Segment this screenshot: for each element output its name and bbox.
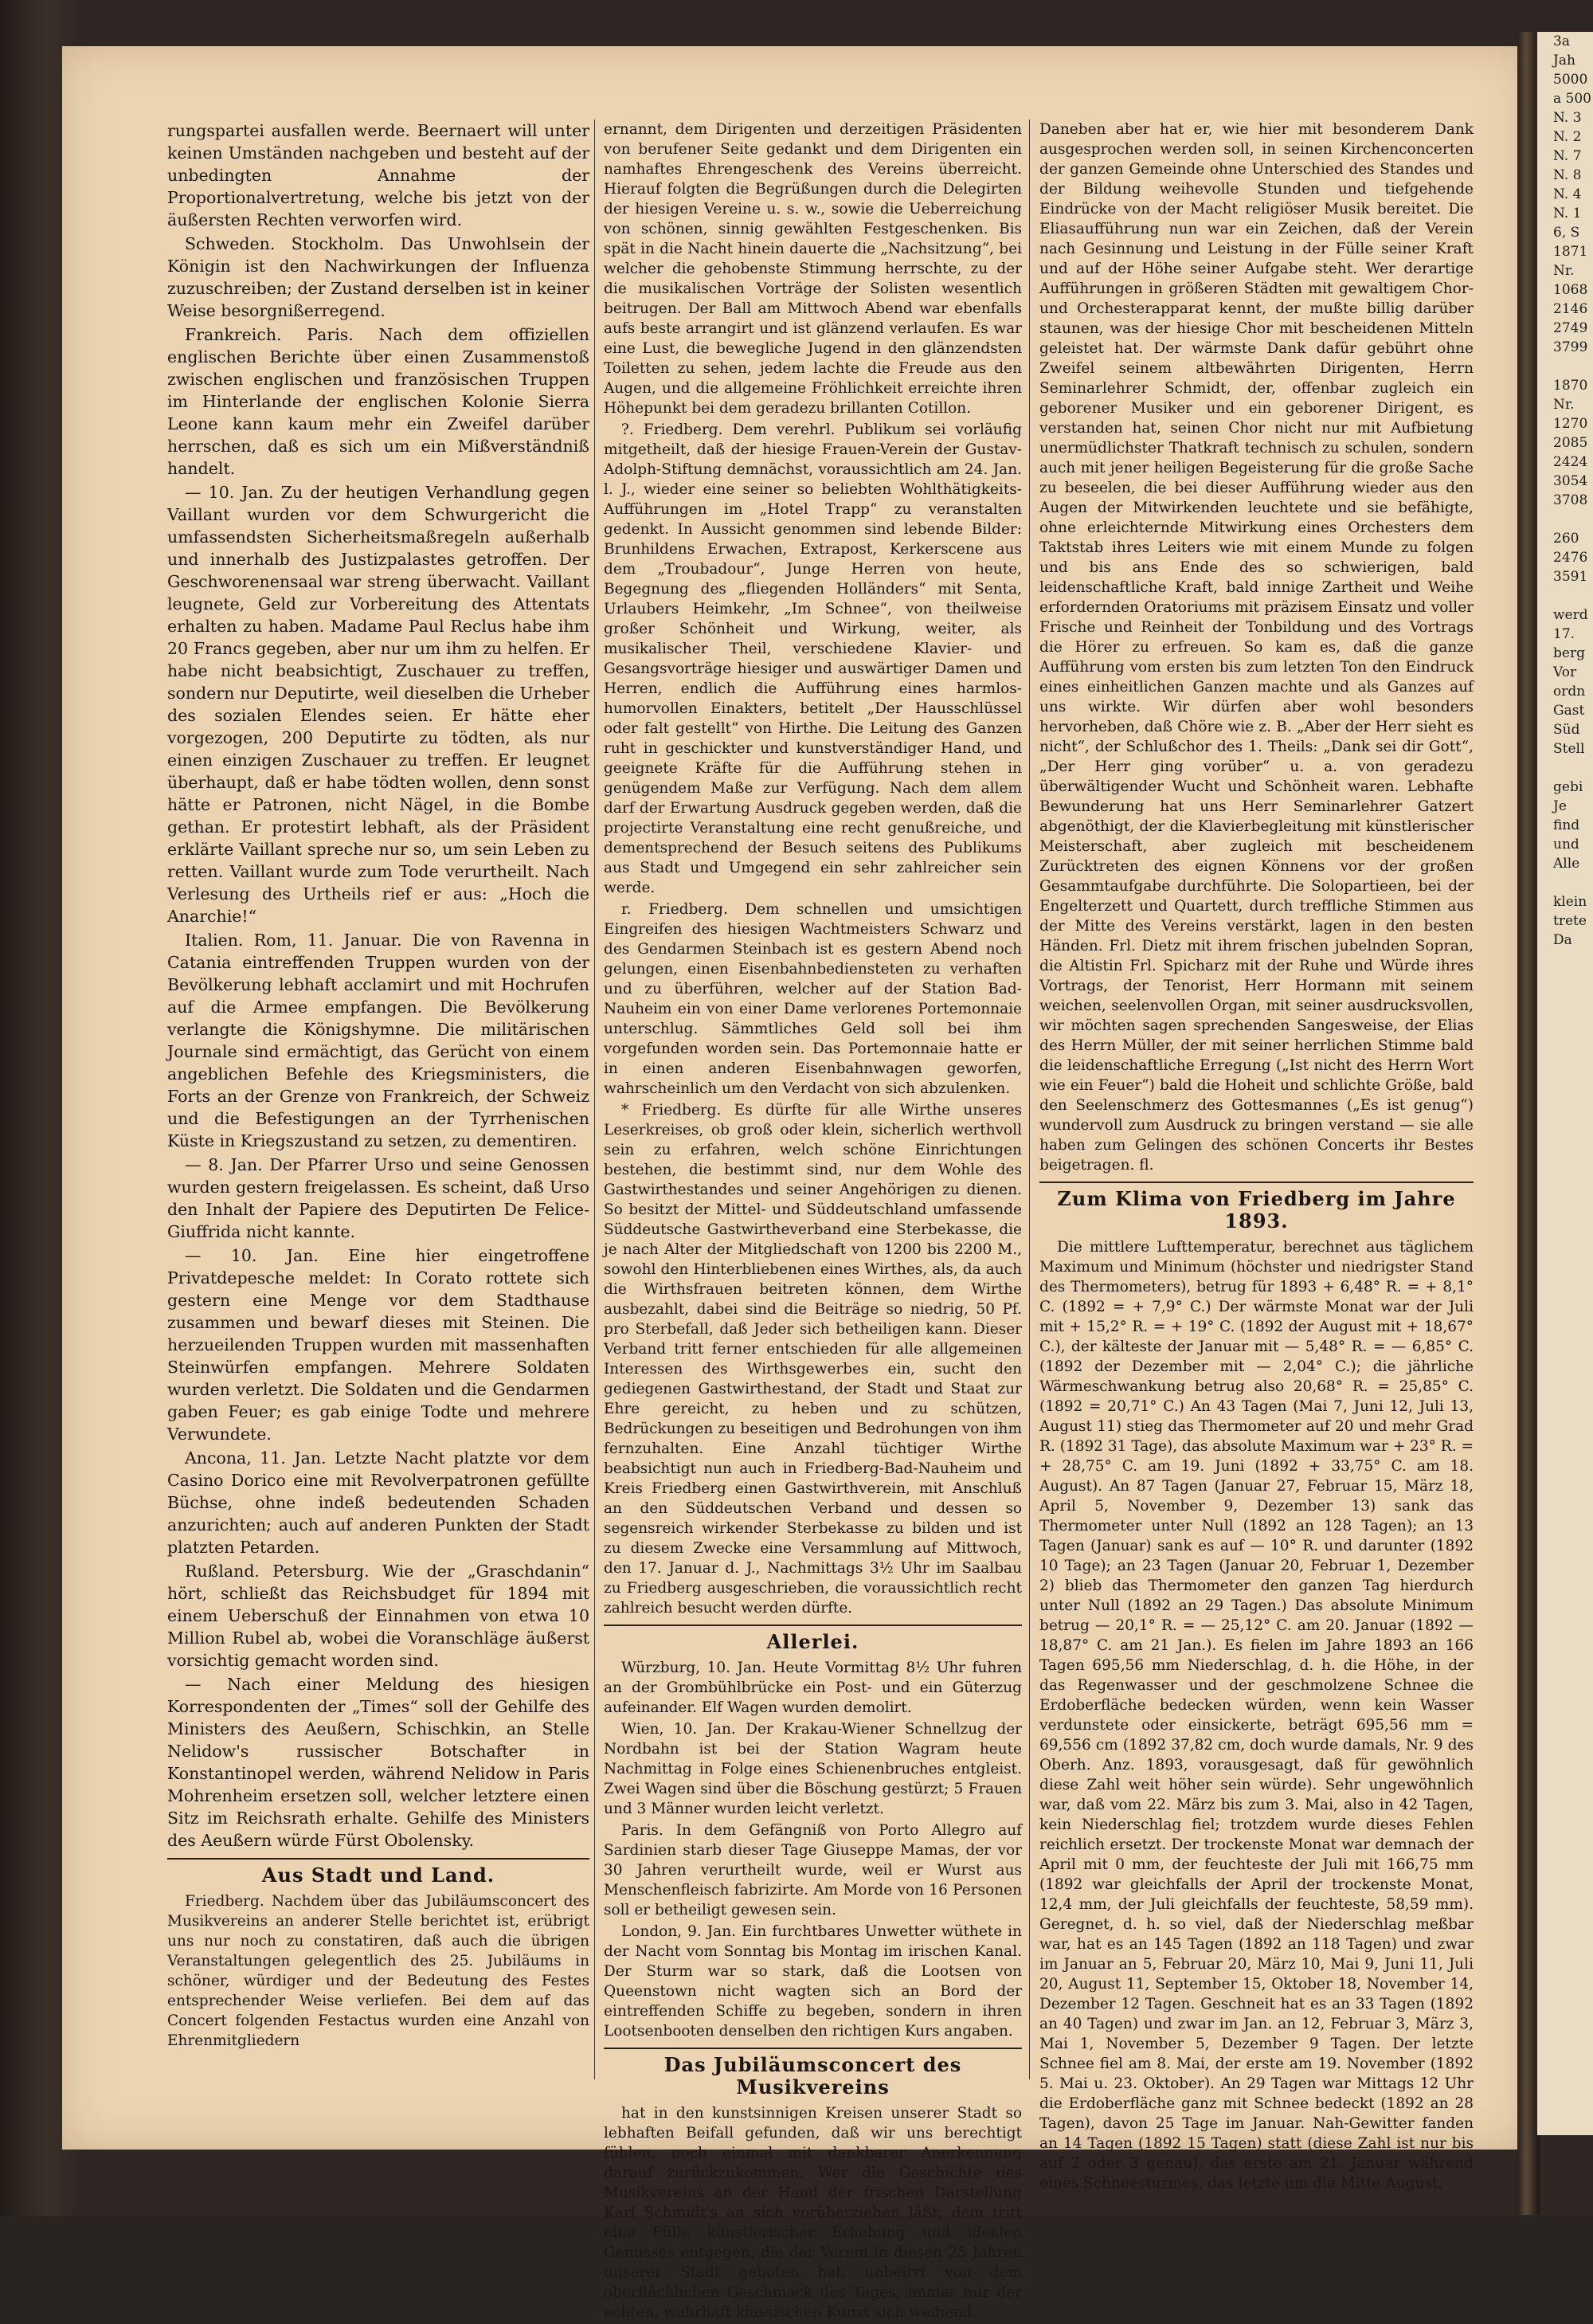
column-3 — [1039, 120, 1474, 2195]
next-page-fragment: 3054 — [1553, 473, 1588, 489]
article-paragraph: Würzburg, 10. Jan. Heute Vormittag 8½ Uhr fuhren an der Grombühlbrücke ein Post- und ein Güterzug aufeinander. Elf Wagen wurden demolirt. — [604, 1660, 1022, 1716]
next-page-fragment: 5000 — [1553, 72, 1588, 88]
next-page-fragment: 1871 — [1553, 244, 1588, 260]
article-text: Friedberg. Nachdem über das Jubiläumsconcert des Musikvereins an anderer Stelle berichtet ist, erübrigt uns nur noch zu constatiren, daß auch die übrigen Veranstaltungen gelegentlich des 25. Jubiläums in schöner, würdiger und der Bedeutung des Festes entsprechender Weise verliefen. Bei dem auf das Concert folgenden Festactus wurden eine Anzahl von Ehrenmitgliedern — [167, 1893, 589, 2049]
column-2-articles — [604, 120, 1022, 1618]
next-page-fragment: klein — [1553, 894, 1587, 910]
next-page-fragment: 2749 — [1553, 320, 1588, 336]
next-page-fragment: Vor — [1553, 664, 1577, 680]
article-paragraph: Ancona, 11. Jan. Letzte Nacht platzte vor dem Casino Dorico eine mit Revolverpatronen gefüllte Büchse, ohne indeß bedeutenden Schaden anzurichten; auch auf anderen Punkten der Stadt platzten Petarden. — [167, 1448, 589, 1557]
next-page-fragment: Gast — [1553, 703, 1585, 719]
next-page-fragment: 3799 — [1553, 339, 1588, 355]
article-paragraph: — 8. Jan. Der Pfarrer Urso und seine Genossen wurden gestern freigelassen. Es scheint, daß Urso den Inhalt der Papiere des Deputirten De Felice-Giuffrida nicht kannte. — [167, 1155, 589, 1241]
next-page-fragment: 2085 — [1553, 435, 1588, 451]
article-paragraph: rungspartei ausfallen werde. Beernaert will unter keinen Umständen nachgeben und besteht auf der unbedingten Annahme der Proportionalvertretung, welche bis jetzt von der äußersten Rechten verworfen wird. — [167, 121, 589, 229]
column-rule-2 — [1029, 120, 1030, 2079]
article-paragraph: — 10. Jan. Eine hier eingetroffene Privatdepesche meldet: In Corato rottete sich gestern eine Menge vor dem Stadthause zusammen und bewarf dieses mit Steinen. Die herzueilenden Truppen wurden mit massenhaften Steinwürfen empfangen. Mehrere Soldaten wurden verletzt. Die Soldaten und die Gendarmen gaben Feuer; es gab einige Todte und mehrere Verwundete. — [167, 1246, 589, 1444]
next-page-fragment: 17. — [1553, 626, 1575, 642]
article-paragraph: — 10. Jan. Zu der heutigen Verhandlung gegen Vaillant wurden vor dem Schwurgericht die umfassendsten Sicherheitsmaßregeln außerhalb und innerhalb des Justizpalastes getroffen. Der Geschworenensaal war streng überwacht. Vaillant leugnete, Geld zur Vorbereitung des Attentats erhalten zu haben. Madame Paul Reclus habe ihm 20 Francs gegeben, aber nur um ihm zu helfen. Er habe nicht beabsichtigt, Zuschauer zu treffen, sondern nur Deputirte, weil dieselben die Urheber des sozialen Elendes seien. Er hätte eher vorgezogen, 200 Deputirte zu tödten, als nur einen einzigen Zuschauer zu treffen. Er leugnet überhaupt, daß er habe tödten wollen, denn sonst hätte er Patronen, nicht Nägel, in die Bombe gethan. Er protestirt lebhaft, als der Präsident erklärte Vaillant spreche nur so, um sein Leben zu retten. Vaillant wurde zum Tode verurtheilt. Nach Verlesung des Urtheils rief er aus: „Hoch die Anarchie!“ — [167, 483, 589, 926]
next-page-fragment: N. 1 — [1553, 206, 1582, 221]
next-page-fragment — [1553, 586, 1593, 605]
column-1 — [167, 120, 589, 2052]
article-paragraph: Rußland. Petersburg. Wie der „Graschdanin“ hört, schließt das Reichsbudget für 1894 mit einem Ueberschuß der Einnahmen von etwa 10 Million Rubel ab, wobei die Voranschläge äußerst vorsichtig gemacht worden sind. — [167, 1562, 589, 1670]
article-paragraph: ernannt, dem Dirigenten und derzeitigen Präsidenten von berufener Seite gedankt und dem Dirigenten ein namhaftes Ehrengeschenk des Vereins überreicht. Hierauf folgten die Begrüßungen durch die Delegirten der hiesigen Vereine u. s. w., sowie die Ueberreichung von schönen, sinnig gewählten Festgeschenken. Bis spät in die Nacht hinein dauerte die „Nachsitzung“, bei welcher die gehobenste Stimmung herrschte, zu der die musikalischen Vorträge der Solisten wesentlich beitrugen. Der Ball am Mittwoch Abend war ebenfalls aufs beste arrangirt und ist glänzend verlaufen. Es war eine Lust, die bewegliche Jugend in den glänzendsten Toiletten zu sehen, jedem lachte die Freude aus den Augen, und die allgemeine Fröhlichkeit erreichte ihren Höhepunkt bei dem geradezu brillanten Cotillon. — [604, 121, 1022, 417]
column-2 — [604, 120, 1022, 2324]
next-page-fragment: Nr. — [1553, 263, 1575, 279]
next-page-fragment: N. 8 — [1553, 167, 1582, 183]
article-text: Die mittlere Lufttemperatur, berechnet aus täglichem Maximum und Minimum (höchster und niedrigster Stand des Thermometers), betrug für 1893 + 6,48° R. = + 8,1° C. (1892 = + 7,9° C.) Der wärmste Monat war der Juli mit + 15,2° R. = + 19° C. (1892 der August mit + 18,67° C.), der kälteste der Januar mit — 5,48° R. = — 6,85° C. (1892 der Dezember mit — 2,04° C.); die jährliche Wärmeschwankung betrug also 20,68° R. = 25,85° C. (1892 = 20,71° C.) An 43 Tagen (Mai 7, Juni 12, Juli 13, August 11) stieg das Thermometer auf 20 und mehr Grad R. (1892 31 Tage), das absolute Maximum war + 23° R. = + 28,75° C. am 19. Juni (1892 + 33,75° C. am 18. August). An 87 Tagen (Januar 27, Februar 15, März 18, April 5, November 9, Dezember 13) sank das Thermometer unter Null (1892 an 128 Tagen); an 13 Tagen (Januar) sank es auf — 10° R. und darunter (1892 10 Tage); an 23 Tagen (Januar 20, Februar 1, Dezember 2) blieb das Thermometer den ganzen Tag hierdurch unter Null (1892 an 29 Tagen.) Das absolute Minimum betrug — 20,1° R. = — 25,12° C. am 20. Januar (1892 — 18,87° C. am 21 Jan.). Es fielen im Jahre 1893 an 166 Tagen 695,56 mm Niederschlag, d. h. die Höhe, in der das Regenwasser und der geschmolzene Schnee die Erdoberfläche bedecken würden, wenn kein Wasser verdunstete oder einsickerte, beträgt 695,56 mm = 69,556 cm (1892 37,82 cm, doch wurde damals, Nr. 9 des Oberh. Anz. 1893, vorausgesagt, daß für gewöhnlich diese Zahl weit höher sein würde). Sehr ungewöhnlich war, daß vom 22. März bis zum 3. Mai, also in 42 Tagen, kein Niederschlag fiel; trotzdem wurde dieses Fehlen reichlich ersetzt. Der trockenste Monat war demnach der April mit 0 mm, der feuchteste der Juli mit 166,75 mm (1892 war gleichfalls der April der trockenste Monat, 12,4 mm, der Juli gleichfalls der feuchteste, 58,59 mm). Geregnet, d. h. so viel, daß der Niederschlag meßbar war, hat es an 145 Tagen (1892 an 118 Tagen) und zwar im Januar an 5, Februar 20, März 10, Mai 9, Juni 11, Juli 20, August 11, September 15, Oktober 18, November 14, Dezember 12 Tagen. Geschneit hat es an 33 Tagen (1892 an 40 Tagen) und zwar im Jan. an 12, Februar 3, März 3, Mai 1, November 5, Dezember 9 Tagen. Der letzte Schnee fiel am 8. Mai, der erste am 19. November (1892 5. Mai u. 23. Oktober). An 29 Tagen war Mittags 12 Uhr die Erdoberfläche ganz mit Schnee bedeckt (1892 an 28 Tagen), davon 25 Tage im Januar. Nah-Gewitter fanden an 14 Tagen (1892 15 Tagen) statt (diese Zahl ist nur bis auf 2 oder 3 genau), das erste am 21. Januar während eines Schneesturmes, das letzte um die Mitte August. — [1039, 1239, 1474, 2192]
next-page-fragment — [1553, 510, 1593, 529]
section-heading-klima: Zum Klima von Friedberg im Jahre 1893. — [1039, 1182, 1474, 1233]
article-paragraph: r. Friedberg. Dem schnellen und umsichtigen Eingreifen des hiesigen Wachtmeisters Schwarz und des Gendarmen Steinbach ist es gestern Abend noch gelungen, einen Eisenbahnbediensteten zu verhaften und zu überführen, welcher auf der Station Bad-Nauheim ein von einer Dame verlorenes Portemonnaie unterschlug. Sämmtliches Geld soll bei ihm vorgefunden worden sein. Das Portemonnaie hatte er in einen anderen Eisenbahnwagen geworfen, wahrscheinlich um den Verdacht von sich abzulenken. — [604, 901, 1022, 1097]
next-page-edge — [1537, 32, 1593, 2135]
article-paragraph: * Friedberg. Es dürfte für alle Wirthe unseres Leserkreises, ob groß oder klein, sicherlich werthvoll sein zu erfahren, welch schöne Einrichtungen bestehen, die bestimmt sind, nur dem Wohle des Gastwirthestandes und seiner Angehörigen zu dienen. So besitzt der Mittel- und Süddeutschland umfassende Süddeutsche Gastwirtheverband eine Sterbekasse, die je nach Alter der Mitgliedschaft von 1200 bis 2200 M., sowohl den Hinterbliebenen eines Wirthes, als, da auch die Wirthsfrauen beitreten können, dem Wirthe ausbezahlt, dabei sind die Beiträge so niedrig, 50 Pf. pro Sterbefall, daß Jeder sich betheiligen kann. Dieser Verband tritt ferner entschieden für alle allgemeinen Interessen des Wirthsgewerbes ein, sucht den gediegenen Gastwirthestand, der Stadt und Staat zur Ehre gereicht, zu heben und zu schützen, Bedrückungen zu beseitigen und Bedrohungen von ihm fernzuhalten. Eine Anzahl tüchtiger Wirthe beabsichtigt nun auch in Friedberg-Bad-Nauheim und Kreis Friedberg einen Gastwirthverein, mit Anschluß an den Süddeutschen Verband und dessen so segensreich wirkender Sterbekasse zu bilden und ist zu diesem Zwecke eine Versammlung auf Mittwoch, den 17. Januar d. J., Nachmittags 3½ Uhr im Saalbau zu Friedberg ausgeschrieben, die voraussichtlich recht zahlreich besucht werden dürfte. — [604, 1102, 1022, 1617]
next-page-fragment: find — [1553, 817, 1580, 833]
next-page-fragment — [1553, 873, 1593, 892]
next-page-fragment: berg — [1553, 645, 1585, 661]
next-page-fragment: Da — [1553, 932, 1572, 948]
next-page-fragment: 3a — [1553, 33, 1570, 49]
article-paragraph: Daneben aber hat er, wie hier mit besonderem Dank ausgesprochen werden soll, in seinen Kirchenconcerten der ganzen Gemeinde ohne Unterschied des Standes und der Bildung weihevolle Stunden und tiefgehende Eindrücke von der Macht religiöser Musik bereitet. Die Eliasaufführung nun war ein Zeichen, daß der Verein nach Gesinnung und Leistung in der Fülle seiner Kraft und auf der Höhe seiner Aufgabe steht. Wer derartige Aufführungen in größeren Städten mit gewaltigem Chor- und Orchesterapparat kennt, der mußte billig darüber staunen, was der hiesige Chor mit bescheidenen Mitteln geleistet hat. Der wärmste Dank dafür gebührt ohne Zweifel seinem altbewährten Dirigenten, Herrn Seminarlehrer Schmidt, der, offenbar zugleich ein geborener Musiker und ein geborener Dirigent, es verstanden hat, seinen Chor nicht nur mit Aufbietung unermüdlichster Thatkraft technisch zu schulen, sondern auch mit jener heiligen Begeisterung für die große Sache zu beseelen, die bei dieser Aufführung wieder aus den Augen der Mitwirkenden leuchtete und sie befähigte, ohne erleichternde Mitwirkung eines Orchesters dem Taktstab ihres Leiters wie mit einem Munde zu folgen und bis ans Ende des so schwierigen, bald leidenschaftliche Kraft, bald innige Zartheit und Weihe erfordernden Oratoriums mit präzisem Einsatz und voller Frische und Reinheit der Tonbildung und des Vortrags die Hörer zu erfreuen. So kam es, daß die ganze Aufführung vom ersten bis zum letzten Ton den Eindruck eines einheitlichen Ganzen machte und als Ganzes auf uns wirkte. Wir dürfen aber wohl besonders hervorheben, daß Chöre wie z. B. „Aber der Herr sieht es nicht“, der Schlußchor des 1. Theils: „Dank sei dir Gott“, „Der Herr ging vorüber“ u. a. von geradezu überwältigender Wucht und Schönheit waren. Lebhafte Bewunderung hat uns Herr Seminarlehrer Gatzert abgenöthigt, der die Klavierbegleitung mit künstlerischer Meisterschaft, aber zugleich mit bescheidenem Zurücktreten des eignen Könnens vor der großen Gesammtaufgabe durchführte. Die Solopartieen, bei der Engelterzett und Quartett, durch treffliche Stimmen aus der Mitte des Vereins verstärkt, lagen in den besten Händen. Frl. Dietz mit ihrem frischen jubelnden Sopran, die Altistin Frl. Spicharz mit der Ruhe und Würde ihres Vortrags, der Tenorist, Herr Hormann mit seinem weichen, seelenvollen Organ, mit seiner ausdrucksvollen, wir möchten sagen sprechenden Sangesweise, der Elias des Herrn Müller, der mit seiner herrlichen Stimme bald die leidenschaftliche Erregung („Ist nicht des Herrn Wort wie ein Feuer“) bald die Hoheit und schlichte Größe, bald den Seelenschmerz des Gottesmannes („Es ist genug“) wundervoll zum Ausdruck zu bringen verstand — sie alle haben zum Gelingen des schönen Concerts ihr Bestes beigetragen. fl. — [1039, 121, 1474, 1174]
article-paragraph: — Nach einer Meldung des hiesigen Korrespondenten der „Times“ soll der Gehilfe des Ministers des Aeußern, Schischkin, an Stelle Nelidow's russischer Botschafter in Konstantinopel werden, während Nelidow in Paris Mohrenheim ersetzen soll, welcher letztere einen Sitz im Reichsrath erhalte. Gehilfe des Ministers des Aeußern würde Fürst Obolensky. — [167, 1675, 589, 1850]
article-paragraph: Frankreich. Paris. Nach dem offiziellen englischen Berichte über einen Zusammenstoß zwischen englischen und französischen Truppen im Hinterlande der englischen Kolonie Sierra Leone kann kaum mehr ein Zweifel darüber herrschen, daß es sich um ein Mißverständniß handelt. — [167, 325, 589, 478]
next-page-fragment: 2146 — [1553, 301, 1588, 317]
next-page-fragment: 3591 — [1553, 569, 1588, 585]
next-page-fragment: 1068 — [1553, 282, 1588, 298]
column-3-articles — [1039, 120, 1474, 1175]
next-page-fragment: 3708 — [1553, 492, 1588, 508]
next-page-fragment: 2476 — [1553, 550, 1588, 566]
article-paragraph: Italien. Rom, 11. Januar. Die von Ravenna in Catania eintreffenden Truppen wurden von der Bevölkerung lebhaft acclamirt und mit Hochrufen auf die Armee empfangen. Die Bevölkerung verlangte die Königshymne. Die militärischen Journale sind ermächtigt, das Gerücht von einem angeblichen Befehle des Kriegsministers, die Forts an der Grenze von Frankreich, der Schweiz und die Befestigungen an der Tyrrhenischen Küste in Kriegszustand zu setzen, zu dementiren. — [167, 931, 589, 1150]
article-paragraph: Wien, 10. Jan. Der Krakau-Wiener Schnellzug der Nordbahn ist bei der Station Wagram heute Nachmittag in Folge eines Schienenbruches entgleist. Zwei Wagen sind über die Böschung gestürzt; 5 Frauen und 3 Männer wurden leicht verletzt. — [604, 1721, 1022, 1817]
next-page-fragment: 2424 — [1553, 454, 1588, 470]
article-text: hat in den kunstsinnigen Kreisen unserer Stadt so lebhaften Beifall gefunden, daß wir uns berechtigt fühlen, noch einmal mit dankbarer Anerkennung darauf zurückzukommen. Wer die Geschichte des Musikvereins an der Hand der frischen Darstellung Karl Schmidt's an sich vorüberziehen läßt, dem tritt eine Fülle künstlerischer Erhebung und idealen Genusses entgegen, die der Verein in diesen 25 Jahren unserer Stadt geboten hat, unbeirrt von dem oberflächlichen Geschmack des Tages, immer nur der echten, wahrhaft klassischen Kunst sich weihend. — [604, 2105, 1022, 2321]
book-spine — [1517, 32, 1540, 2215]
section-heading-aus-stadt-und-land: Aus Stadt und Land. — [167, 1858, 589, 1887]
next-page-fragment: N. 3 — [1553, 110, 1582, 126]
section-heading-allerlei: Allerlei. — [604, 1624, 1022, 1653]
next-page-fragment: Stell — [1553, 741, 1585, 757]
allerlei-articles — [604, 1658, 1022, 2041]
next-page-fragment: 6, S — [1553, 225, 1580, 241]
next-page-fragment: a 500 — [1553, 91, 1591, 107]
article-paragraph: Schweden. Stockholm. Das Unwohlsein der Königin ist den Nachwirkungen der Influenza zuzuschreiben; der Zustand derselben ist in keiner Weise besorgnißerregend. — [167, 234, 590, 320]
next-page-fragment: Je — [1553, 798, 1567, 814]
next-page-fragment: 1270 — [1553, 416, 1588, 432]
next-page-fragment: Nr. — [1553, 397, 1575, 413]
next-page-fragment: trete — [1553, 913, 1587, 929]
next-page-fragment: Alle — [1553, 856, 1580, 872]
next-page-fragment: 1870 — [1553, 378, 1588, 394]
column-1-articles — [167, 120, 589, 1852]
next-page-fragment: Süd — [1553, 722, 1580, 738]
section-heading-jubilaeumsconcert: Das Jubiläumsconcert des Musikvereins — [604, 2048, 1022, 2099]
next-page-fragment: gebi — [1553, 779, 1583, 795]
next-page-fragment: werd — [1553, 607, 1588, 623]
next-page-fragment — [1553, 758, 1593, 778]
next-page-fragment: Jah — [1553, 53, 1575, 69]
article-paragraph: ?. Friedberg. Dem verehrl. Publikum sei vorläufig mitgetheilt, daß der hiesige Frauen-Verein der Gustav-Adolph-Stiftung demnächst, voraussichtlich am 24. Jan. l. J., wieder eine seiner so beliebten Wohlthätigkeits-Aufführungen im „Hotel Trapp“ zu veranstalten gedenkt. In Aussicht genommen sind lebende Bilder: Brunhildens Erwachen, Extrapost, Kerkerscene aus dem „Troubadour“, Junge Herren von heute, Begegnung des „fliegenden Holländers“ mit Senta, Urlaubers Heimkehr, „Im Schnee“, von theilweise großer Schönheit und Wirkung, weiter, als musikalischer Theil, verschiedene Klavier- und Gesangsvorträge hiesiger und auswärtiger Damen und Herren, endlich die Aufführung eines harmlos-humorvollen Einakters, betitelt „Der Hausschlüssel oder falt gestellt“ von Hirthe. Die Leitung des Ganzen ruht in geschickter und kunstverständiger Hand, und geeignete Kräfte für die Aufführung stehen in genügendem Maße zur Verfügung. Nach dem allem darf der Erwartung Ausdruck gegeben werden, daß die projectirte Veranstaltung eine recht genußreiche, und dementsprechend der Besuch seitens des Publikums aus Stadt und Umgegend ein sehr zahlreicher sein werde. — [604, 421, 1022, 896]
next-page-fragment: N. 2 — [1553, 129, 1582, 145]
article-paragraph: London, 9. Jan. Ein furchtbares Unwetter wüthete in der Nacht vom Sonntag bis Montag im irischen Kanal. Der Sturm war so stark, daß die Lootsen von Queenstown nicht wagten sich an Bord der eintreffenden Schiffe zu begeben, sondern in ihren Lootsenbooten denselben den richtigen Kurs angaben. — [604, 1923, 1022, 2040]
article-paragraph: Paris. In dem Gefängniß von Porto Allegro auf Sardinien starb dieser Tage Giuseppe Mamas, der vor 30 Jahren verurtheilt wurde, weil er Wurst aus Menschenfleisch fabrizirte. Am Morde von 16 Personen soll er betheiligt gewesen sein. — [604, 1822, 1022, 1918]
next-page-fragment — [1553, 357, 1593, 376]
column-rule-1 — [594, 120, 595, 2079]
next-page-fragment: N. 4 — [1553, 186, 1582, 202]
next-page-fragment: und — [1553, 837, 1579, 852]
next-page-fragment: ordn — [1553, 684, 1586, 700]
next-page-fragment: 260 — [1553, 531, 1579, 547]
next-page-fragment: N. 7 — [1553, 148, 1582, 164]
